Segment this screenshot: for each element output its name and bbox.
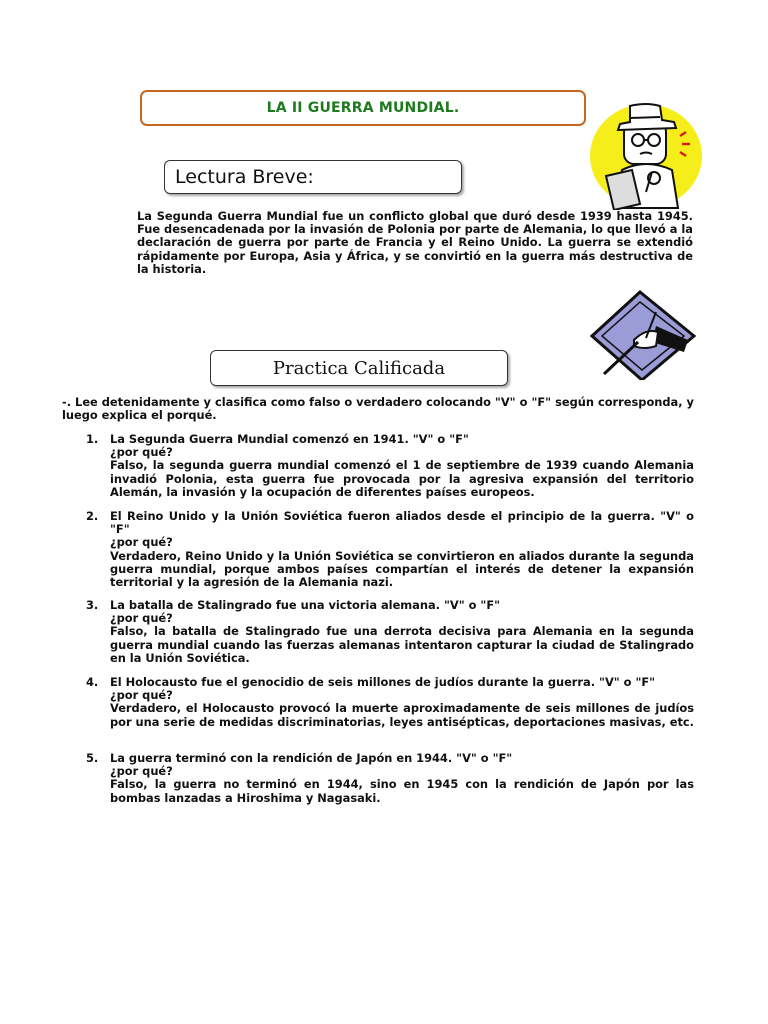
question-statement: La Segunda Guerra Mundial comenzó en 1941. "V" o "F"	[110, 432, 469, 446]
question-why: ¿por qué?	[110, 688, 173, 703]
question-number: 4.	[86, 675, 99, 689]
hand-writing-icon	[590, 290, 696, 384]
title-box	[140, 90, 586, 126]
question-number: 3.	[86, 598, 99, 612]
question-item	[86, 433, 694, 499]
question-item	[86, 599, 694, 665]
instructions-text: -. Lee detenidamente y clasifica como falso o verdadero colocando "V" o "F" según corresponda, y luego explica el porqué.	[62, 395, 694, 423]
question-item	[86, 676, 694, 729]
page-title: LA II GUERRA MUNDIAL.	[266, 100, 460, 116]
question-why: ¿por qué?	[110, 611, 173, 626]
question-answer: Falso, la batalla de Stalingrado fue una derrota decisiva para Alemania en la segunda guerra mundial cuando las fuerzas alemanas intentaron capturar la ciudad de Stalingrado en la Unión Soviética.	[110, 624, 694, 665]
question-statement: La batalla de Stalingrado fue una victoria alemana. "V" o "F"	[110, 598, 501, 612]
question-answer: Falso, la guerra no terminó en 1944, sino en 1945 con la rendición de Japón por las bombas lanzadas a Hiroshima y Nagasaki.	[110, 777, 694, 805]
question-number: 1.	[86, 432, 99, 446]
lectura-breve-box	[164, 160, 462, 194]
question-statement: La guerra terminó con la rendición de Japón en 1944. "V" o "F"	[110, 751, 513, 765]
question-item	[86, 510, 694, 589]
question-number: 5.	[86, 751, 99, 765]
practica-calificada-heading: Practica Calificada	[272, 357, 446, 379]
question-why: ¿por qué?	[110, 535, 173, 550]
question-answer: Verdadero, Reino Unido y la Unión Soviética se convirtieron en aliados durante la segunda guerra mundial, porque ambos países compartían el interés de detener la expansión territorial y la agresión de la Alemania nazi.	[110, 548, 694, 590]
question-item	[86, 752, 694, 805]
question-statement: El Holocausto fue el genocidio de seis millones de judíos durante la guerra. "V" o "F"	[110, 675, 656, 689]
question-number: 2.	[86, 509, 99, 523]
question-why: ¿por qué?	[110, 764, 173, 779]
question-statement: El Reino Unido y la Unión Soviética fueron aliados desde el principio de la guerra. "V" o "F"	[110, 509, 694, 537]
detective-reading-icon	[588, 100, 708, 214]
practica-calificada-box	[210, 350, 508, 386]
question-answer: Falso, la segunda guerra mundial comenzó el 1 de septiembre de 1939 cuando Alemania invadió Polonia, esta guerra fue provocada por la agresiva expansión del territorio Alemán, la invasión y la ocupación de diferentes países europeos.	[110, 458, 694, 499]
intro-paragraph: La Segunda Guerra Mundial fue un conflicto global que duró desde 1939 hasta 1945. Fue desencadenada por la invasión de Polonia por parte de Alemania, lo que llevó a la declaración de guerra por parte de Francia y el Reino Unido. La guerra se extendió rápidamente por Europa, Asia y África, y se convirtió en la guerra más destructiva de la historia.	[137, 209, 693, 276]
question-why: ¿por qué?	[110, 445, 173, 460]
lectura-breve-heading: Lectura Breve:	[175, 166, 314, 188]
question-answer: Verdadero, el Holocausto provocó la muerte aproximadamente de seis millones de judíos por una serie de medidas discriminatorias, leyes antisépticas, deportaciones masivas, etc.	[110, 701, 694, 729]
